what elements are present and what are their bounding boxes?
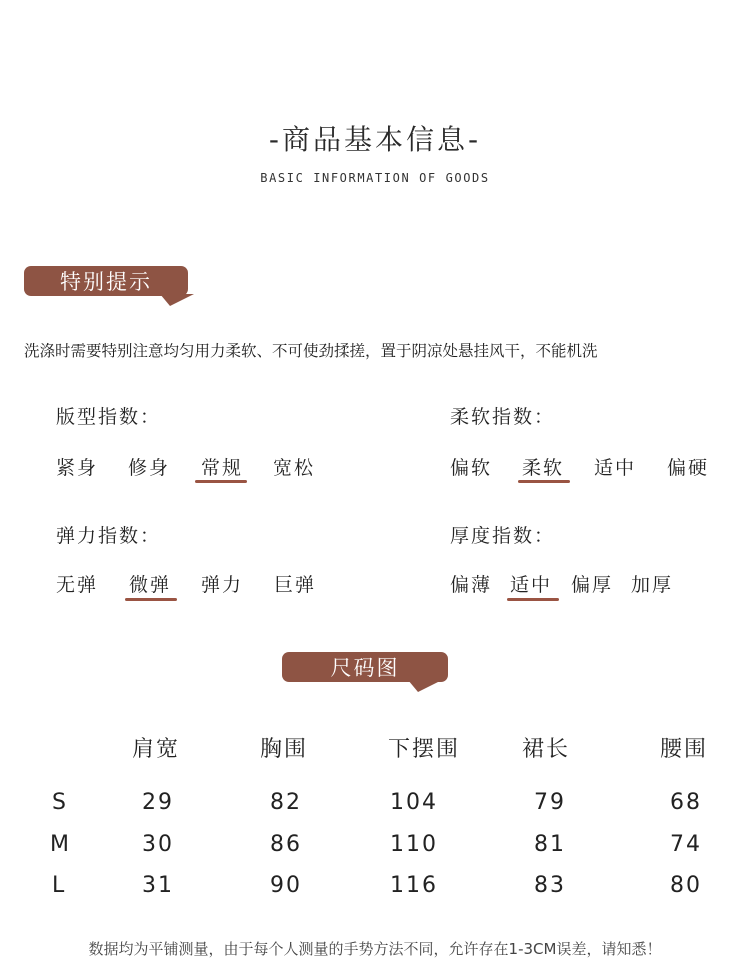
elasticity-index [56, 521, 376, 611]
table-cell: 82 [270, 790, 302, 815]
softness-index-title: 柔软指数： [450, 406, 556, 428]
thickness-option: 偏薄 [450, 574, 493, 596]
fit-index [56, 402, 376, 492]
table-cell: 29 [142, 790, 174, 815]
softness-index [450, 402, 740, 492]
elasticity-selected-underline [125, 598, 177, 601]
special-notice-text: 洗涤时需要特别注意均匀用力柔软、不可使劲揉搓，置于阴凉处悬挂风干，不能机洗 [24, 342, 598, 360]
elasticity-index-title: 弹力指数： [56, 525, 162, 547]
thickness-index [450, 521, 740, 611]
thickness-index-title: 厚度指数： [450, 525, 556, 547]
tag-tail-icon [408, 680, 448, 694]
fit-selected-underline [195, 480, 247, 483]
column-header: 腰围 [660, 737, 709, 762]
table-cell: 104 [390, 790, 438, 815]
table-cell: 30 [142, 832, 174, 857]
thickness-option: 加厚 [631, 574, 674, 596]
special-notice-tag-label: 特别提示 [24, 266, 188, 296]
table-cell: 86 [270, 832, 302, 857]
table-cell: 74 [670, 832, 702, 857]
size-table [0, 728, 750, 918]
thickness-option-selected: 适中 [510, 574, 553, 596]
table-cell: 68 [670, 790, 702, 815]
column-header: 下摆围 [388, 737, 461, 762]
column-header: 肩宽 [132, 737, 181, 762]
size-chart-tag [282, 652, 452, 694]
softness-option-selected: 柔软 [522, 457, 565, 479]
elasticity-option: 无弹 [56, 574, 99, 596]
fit-option: 宽松 [273, 457, 316, 479]
softness-selected-underline [518, 480, 570, 483]
elasticity-option: 弹力 [201, 574, 244, 596]
column-header: 裙长 [522, 737, 571, 762]
softness-option: 偏硬 [667, 457, 710, 479]
table-cell: 83 [534, 873, 566, 898]
softness-option: 适中 [594, 457, 637, 479]
column-header: 胸围 [260, 737, 309, 762]
fit-option: 修身 [128, 457, 171, 479]
table-cell: 116 [390, 873, 438, 898]
table-cell: 80 [670, 873, 702, 898]
softness-option: 偏软 [450, 457, 493, 479]
table-cell: 90 [270, 873, 302, 898]
thickness-option: 偏厚 [571, 574, 614, 596]
table-cell: 81 [534, 832, 566, 857]
size-label: L [52, 873, 65, 898]
fit-index-title: 版型指数： [56, 406, 162, 428]
measurement-disclaimer: 数据均为平铺测量，由于每个人测量的手势方法不同，允许存在1-3CM误差，请知悉！ [88, 940, 662, 958]
page-title: -商品基本信息- [268, 123, 482, 156]
special-notice-tag [24, 266, 192, 306]
size-label: S [52, 790, 66, 815]
page-subtitle: BASIC INFORMATION OF GOODS [260, 171, 490, 185]
elasticity-option: 巨弹 [274, 574, 317, 596]
table-cell: 79 [534, 790, 566, 815]
elasticity-option-selected: 微弹 [129, 574, 172, 596]
size-chart-tag-label: 尺码图 [282, 652, 448, 682]
table-cell: 31 [142, 873, 174, 898]
tag-tail-icon [160, 294, 200, 308]
table-cell: 110 [390, 832, 438, 857]
size-label: M [50, 832, 69, 857]
fit-option-selected: 常规 [201, 457, 244, 479]
thickness-selected-underline [507, 598, 559, 601]
fit-option: 紧身 [56, 457, 99, 479]
